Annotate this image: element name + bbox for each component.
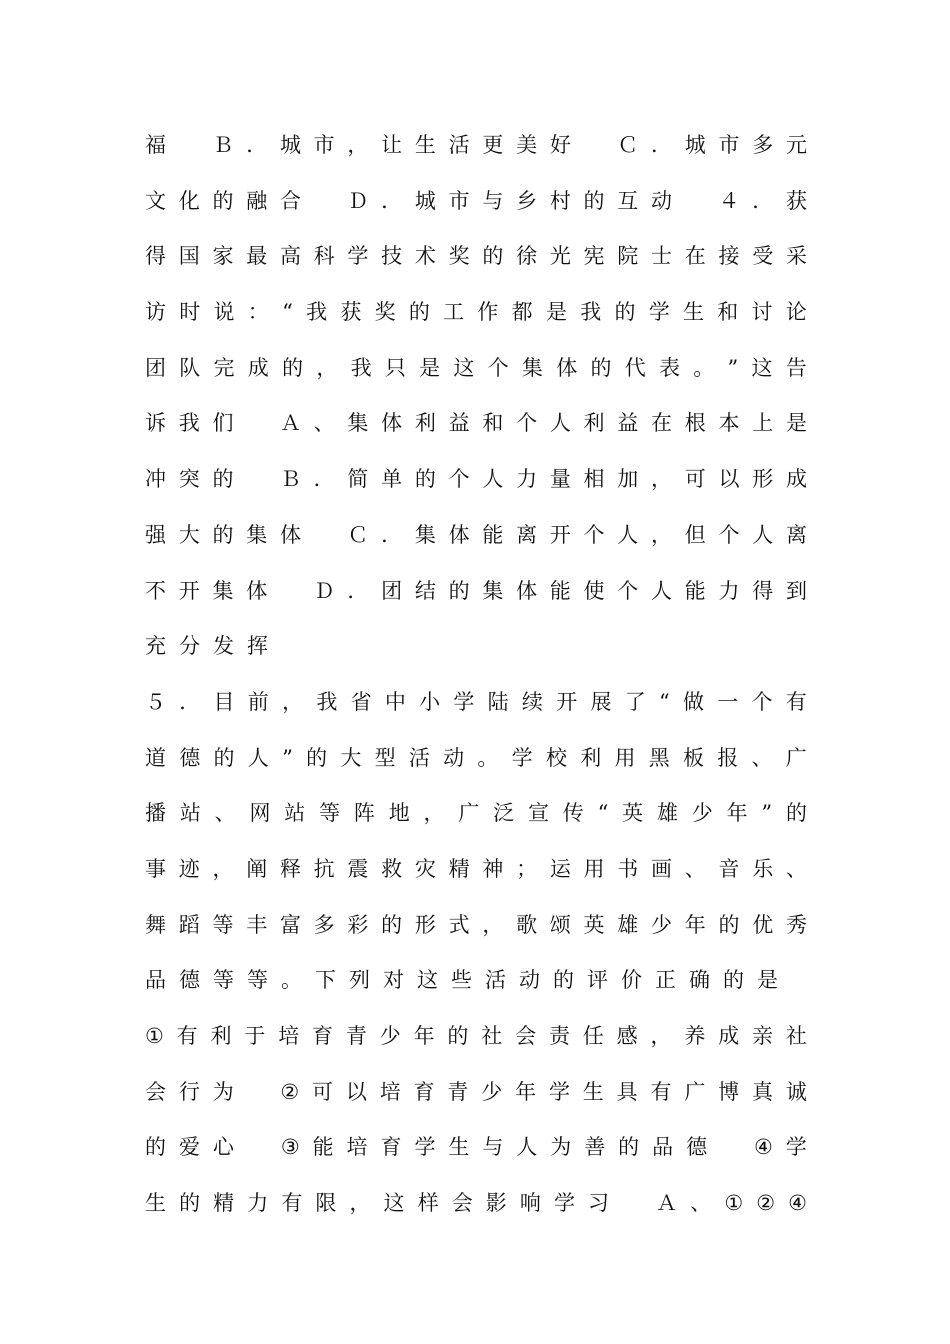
text-line: ① 有 利 于 培 育 青 少 年 的 社 会 责 任 感 ， 养 成 亲 社 [145,1024,807,1048]
text-line: 诉 我 们 Ａ 、 集 体 利 益 和 个 人 利 益 在 根 本 上 是 [145,411,807,436]
text-line: 事 迹 ， 阐 释 抗 震 救 灾 精 神 ； 运 用 书 画 、 音 乐 、 [145,856,807,881]
text-line: 舞 蹈 等 丰 富 多 彩 的 形 式 ， 歌 颂 英 雄 少 年 的 优 秀 [145,912,807,937]
text-line: 冲 突 的 Ｂ ． 简 单 的 个 人 力 量 相 加 ， 可 以 形 成 [145,467,807,492]
text-line: 团 队 完 成 的 ， 我 只 是 这 个 集 体 的 代 表 。 ” 这 告 [145,355,807,380]
text-line: 福 Ｂ ． 城 市 ， 让 生 活 更 美 好 Ｃ ． 城 市 多 元 [145,133,807,157]
text-line: 道 德 的 人 ” 的 大 型 活 动 。 学 校 利 用 黑 板 报 、 广 [145,745,807,770]
text-line: 不 开 集 体 Ｄ ． 团 结 的 集 体 能 使 个 人 能 力 得 到 [145,578,807,603]
text-line: 访 时 说 ： “ 我 获 奖 的 工 作 都 是 我 的 学 生 和 讨 论 [145,300,807,325]
text-line: 充 分 发 挥 [145,634,268,659]
text-line: 文 化 的 融 合 Ｄ ． 城 市 与 乡 村 的 互 动 ４ ． 获 [145,188,807,213]
text-line: 强 大 的 集 体 Ｃ ． 集 体 能 离 开 个 人 ， 但 个 人 离 [145,522,807,547]
text-line: 会 行 为 ② 可 以 培 育 青 少 年 学 生 具 有 广 博 真 诚 [145,1079,807,1104]
text-line: 生 的 精 力 有 限 ， 这 样 会 影 响 学 习 Ａ 、 ① ② ④ [145,1191,807,1216]
body-text [145,128,807,1242]
text-line: ５ ． 目 前 ， 我 省 中 小 学 陆 续 开 展 了 “ 做 一 个 有 [145,689,807,714]
text-line: 品 德 等 等 。 下 列 对 这 些 活 动 的 评 价 正 确 的 是 [145,968,778,993]
text-line: 播 站 、 网 站 等 阵 地 ， 广 泛 宣 传 “ 英 雄 少 年 ” 的 [145,801,807,826]
text-line: 的 爱 心 ③ 能 培 育 学 生 与 人 为 善 的 品 德 ④ 学 [145,1135,807,1160]
text-line: 得 国 家 最 高 科 学 技 术 奖 的 徐 光 宪 院 士 在 接 受 采 [145,244,807,269]
